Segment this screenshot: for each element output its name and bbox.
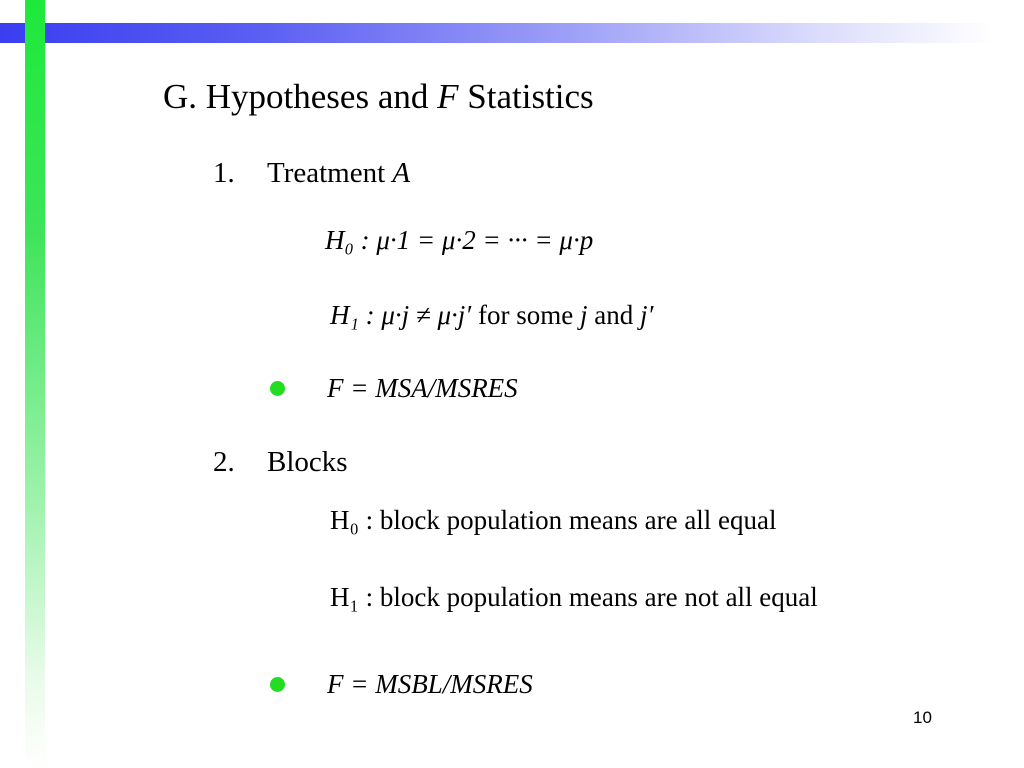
top-gradient-bar	[0, 23, 1024, 43]
title-prefix: G. Hypotheses and	[163, 77, 429, 116]
side-gradient-bar	[25, 0, 45, 768]
treatment-h1-equation: H₁ : μ·j ≠ μ·j′ for some j and j′	[330, 300, 654, 330]
item-number-1: 1.	[213, 157, 235, 189]
blocks-f-statistic: F = MSBL/MSRES	[327, 669, 533, 699]
bullet-icon	[270, 677, 285, 692]
item-number-2: 2.	[213, 446, 235, 478]
blocks-h1-statement: H₁ : block population means are not all equal	[330, 582, 818, 612]
page-number: 10	[913, 708, 932, 727]
treatment-f-statistic: F = MSA/MSRES	[327, 373, 518, 403]
slide-title	[163, 77, 594, 117]
title-italic-f: F	[437, 77, 459, 116]
treatment-h0-equation: H₀ : μ·1 = μ·2 = ··· = μ·p	[325, 225, 594, 255]
item-label-treatment: Treatment A	[267, 157, 411, 189]
blocks-h0-statement: H₀ : block population means are all equal	[330, 505, 777, 535]
title-suffix: Statistics	[467, 77, 594, 116]
bullet-icon	[270, 381, 285, 396]
item-label-blocks: Blocks	[267, 446, 348, 478]
